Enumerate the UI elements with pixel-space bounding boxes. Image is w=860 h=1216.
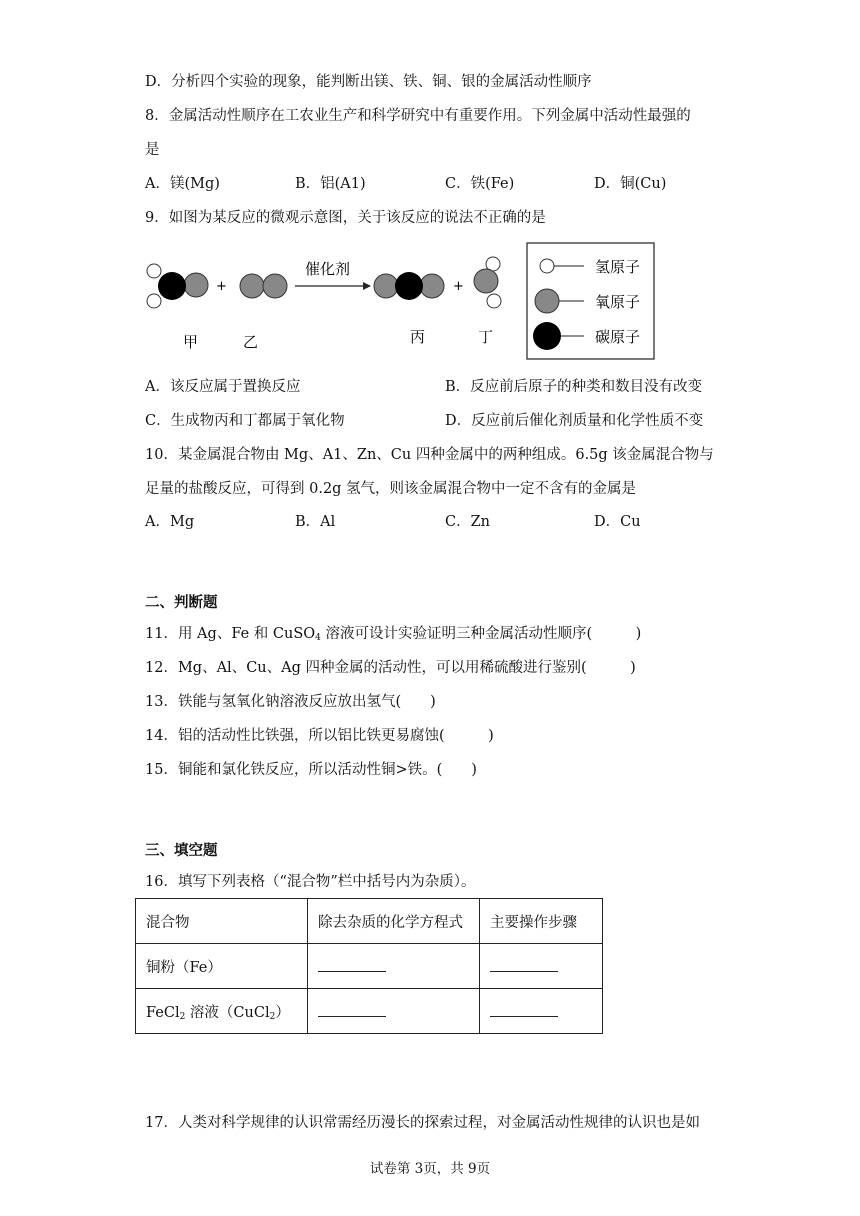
table-cell-steps[interactable]	[480, 944, 603, 989]
table-cell-steps[interactable]	[480, 989, 603, 1034]
q13: 13．铁能与氢氧化钠溶液反应放出氢气( )	[145, 694, 436, 710]
answer-blank[interactable]	[490, 957, 558, 972]
q8-option-b: B．铝(A1)	[295, 176, 366, 192]
q14: 14．铝的活动性比铁强，所以铝比铁更易腐蚀( )	[145, 728, 494, 744]
label-ding: 丁	[478, 328, 494, 346]
table-cell-equation[interactable]	[308, 944, 480, 989]
molecule-jia	[147, 264, 208, 308]
q9-option-c: C．生成物丙和丁都属于氧化物	[145, 413, 345, 429]
table-cell-equation[interactable]	[308, 989, 480, 1034]
q8-option-a: A．镁(Mg)	[145, 176, 220, 192]
q11: 11．用 Ag、Fe 和 CuSO$_4$ 溶液可设计实验证明三种金属活动性顺序( )	[145, 626, 642, 643]
q17-stem: 17．人类对科学规律的认识常需经历漫长的探索过程，对金属活动性规律的认识也是如	[145, 1115, 700, 1131]
q16-stem: 16．填写下列表格（“混合物”栏中括号内为杂质）。	[145, 874, 476, 890]
q8-stem-line1: 8．金属活动性顺序在工农业生产和科学研究中有重要作用。下列金属中活动性最强的	[145, 108, 691, 124]
plus-sign: +	[453, 279, 464, 294]
label-jia: 甲	[183, 333, 199, 351]
section-title-fill: 三、填空题	[145, 843, 218, 859]
label-yi: 乙	[243, 333, 259, 351]
q9-stem: 9．如图为某反应的微观示意图，关于该反应的说法不正确的是	[145, 210, 546, 226]
q12: 12．Mg、Al、Cu、Ag 四种金属的活动性，可以用稀硫酸进行鉴别( )	[145, 660, 636, 676]
q10-stem-line1: 10．某金属混合物由 Mg、A1、Zn、Cu 四种金属中的两种组成。6.5g 该金属混合物与	[145, 447, 714, 463]
answer-blank[interactable]	[318, 957, 386, 972]
table-header-row	[136, 899, 603, 944]
legend-hydrogen: 氢原子	[595, 258, 641, 276]
q10-option-d: D．Cu	[594, 514, 641, 530]
table-row	[136, 989, 603, 1034]
q16-table	[135, 898, 603, 1034]
q15: 15．铜能和氯化铁反应，所以活动性铜>铁。( )	[145, 762, 477, 778]
answer-blank[interactable]	[490, 1002, 558, 1017]
q9-option-d: D．反应前后催化剂质量和化学性质不变	[445, 413, 704, 429]
q9-option-a: A．该反应属于置换反应	[145, 379, 301, 395]
molecule-ding	[474, 257, 501, 308]
table-header: 除去杂质的化学方程式	[308, 899, 480, 944]
q10-option-c: C．Zn	[445, 514, 491, 530]
q10-option-a: A．Mg	[145, 514, 195, 530]
table-header: 主要操作步骤	[480, 899, 603, 944]
q10-option-b: B．Al	[295, 514, 336, 530]
table-cell-mixture: 铜粉（Fe）	[136, 944, 308, 989]
q9-option-b: B．反应前后原子的种类和数目没有改变	[445, 379, 703, 395]
q8-stem-line2: 是	[145, 142, 160, 158]
answer-blank[interactable]	[318, 1002, 386, 1017]
table-cell-mixture: FeCl$_2$ 溶液（CuCl$_2$）	[136, 989, 308, 1034]
q8-option-c: C．铁(Fe)	[445, 176, 515, 192]
legend	[527, 243, 654, 359]
page-footer: 试卷第 3页，共 9页	[369, 1161, 491, 1177]
q7-option-d: D．分析四个实验的现象，能判断出镁、铁、铜、银的金属活动性顺序	[145, 74, 592, 90]
catalyst-label: 催化剂	[305, 260, 351, 278]
q10-stem-line2: 足量的盐酸反应，可得到 0.2g 氢气，则该金属混合物中一定不含有的金属是	[145, 481, 637, 497]
legend-oxygen: 氧原子	[595, 293, 641, 311]
section-title-judgement: 二、判断题	[145, 595, 218, 611]
label-bing: 丙	[410, 328, 426, 346]
table-header: 混合物	[136, 899, 308, 944]
table-row	[136, 944, 603, 989]
q8-option-d: D．铜(Cu)	[594, 176, 667, 192]
reaction-diagram	[140, 240, 670, 365]
legend-carbon: 碳原子	[595, 328, 641, 346]
molecule-bing	[374, 272, 444, 300]
plus-sign: +	[216, 279, 227, 294]
arrow-head-icon	[363, 282, 371, 290]
molecule-yi	[240, 274, 287, 298]
